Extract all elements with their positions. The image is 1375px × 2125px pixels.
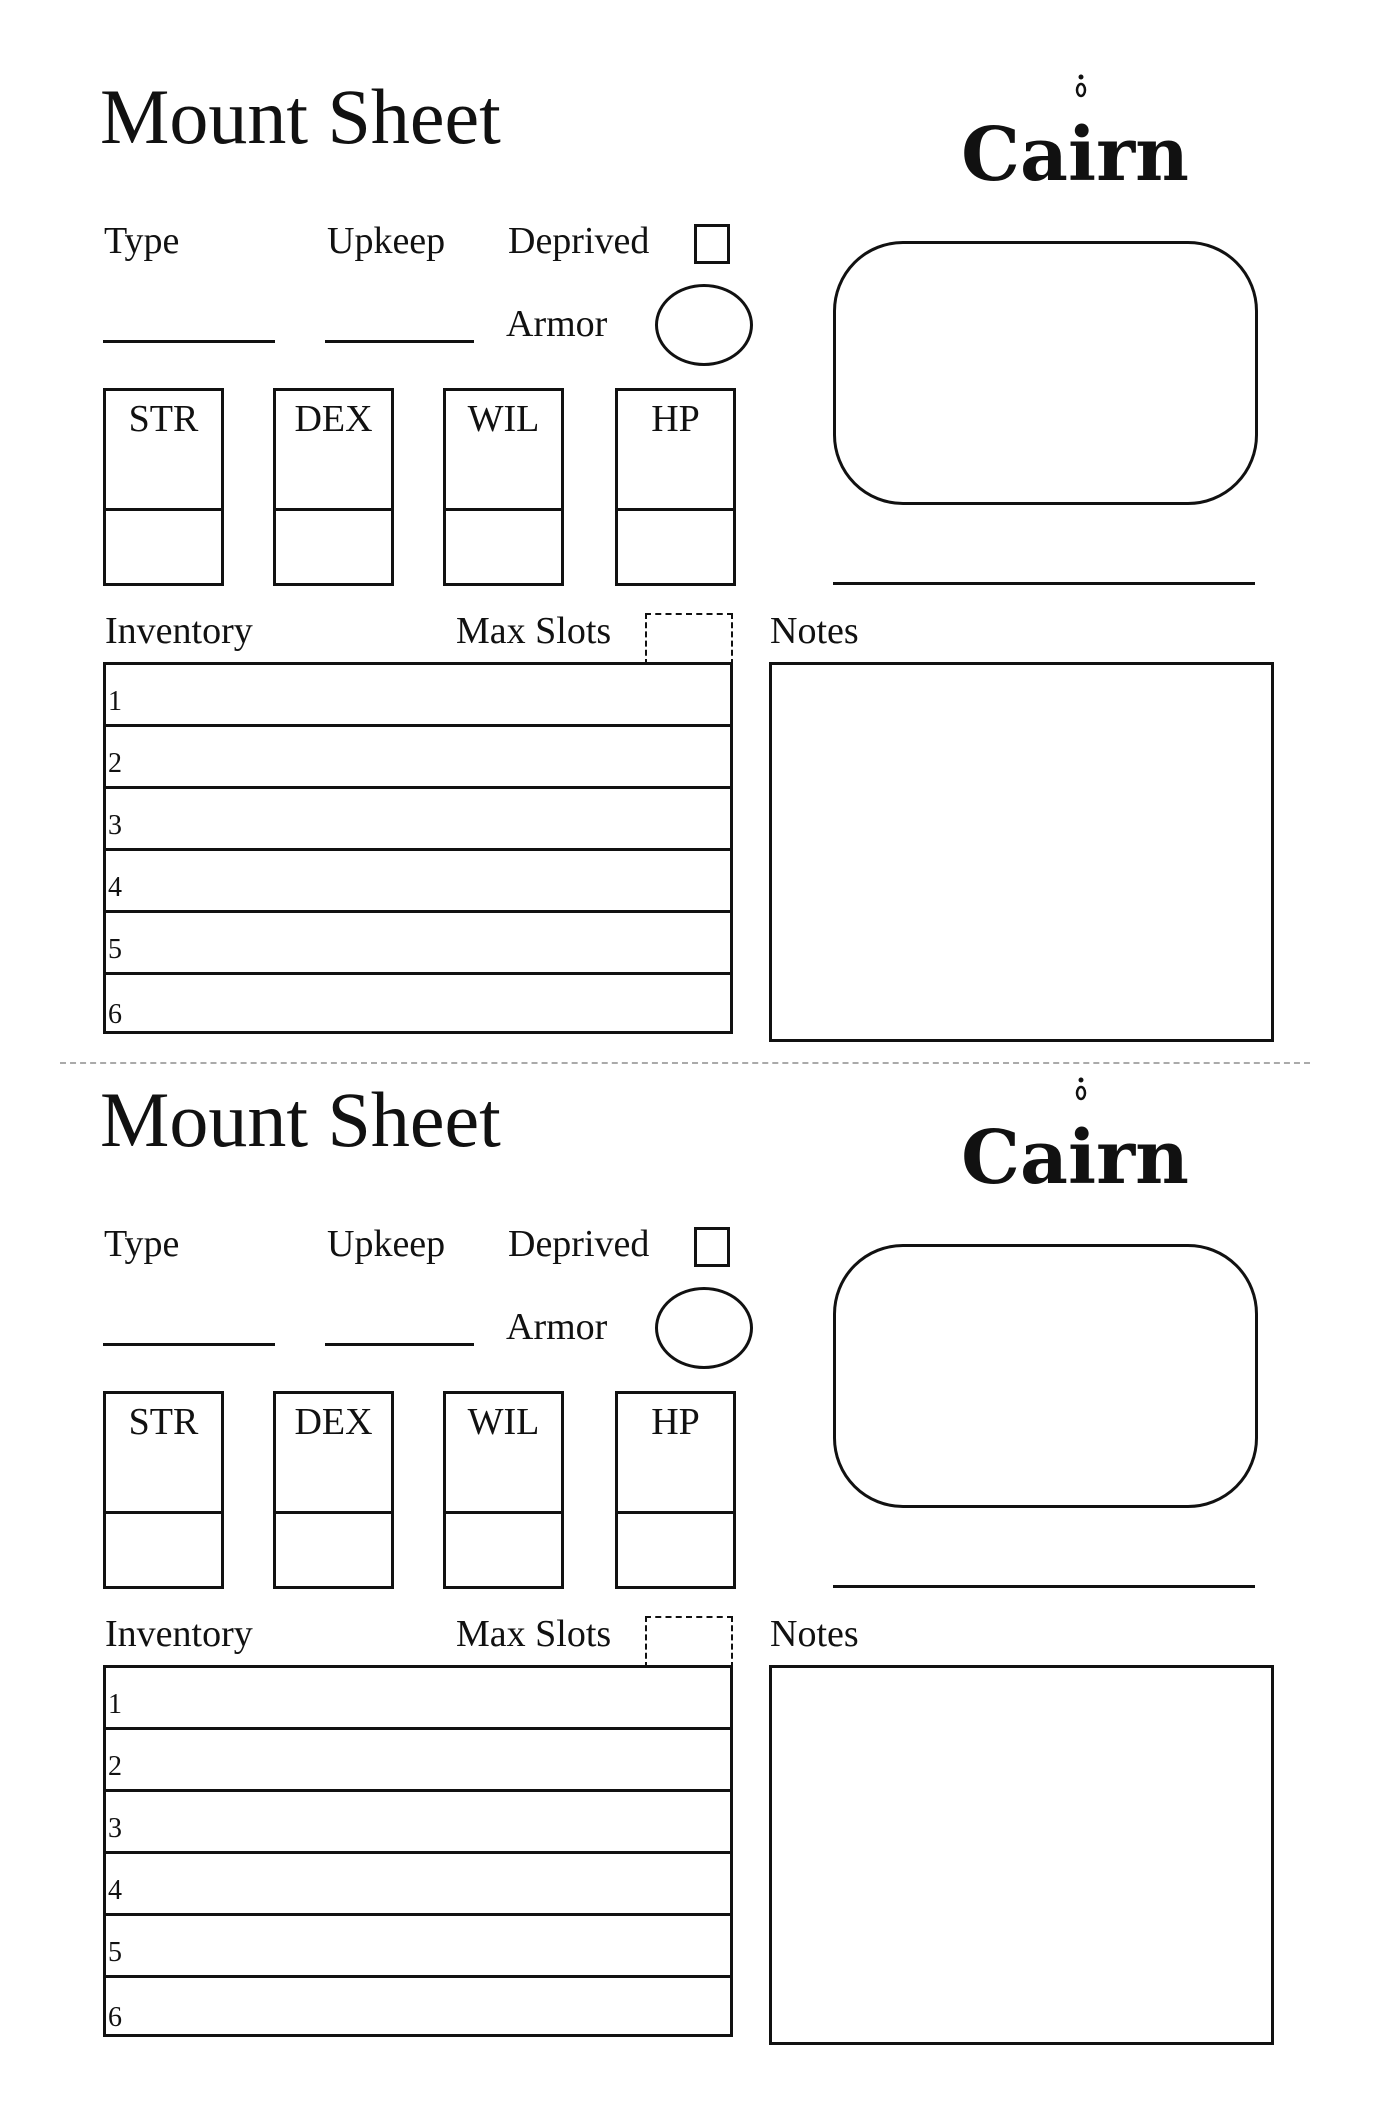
inventory-slot[interactable] <box>106 851 730 913</box>
inventory-slot[interactable] <box>106 913 730 975</box>
inventory-slot[interactable] <box>106 1668 730 1730</box>
inventory-slot[interactable] <box>106 665 730 727</box>
stat-box-dex[interactable] <box>273 1391 394 1589</box>
notes-label: Notes <box>770 1613 859 1655</box>
stat-label: WIL <box>467 398 540 440</box>
inventory-slot[interactable] <box>106 1978 730 2040</box>
stat-box-dex[interactable] <box>273 388 394 586</box>
type-field[interactable] <box>103 1343 275 1346</box>
stat-box-hp[interactable] <box>615 388 736 586</box>
type-label: Type <box>104 1223 180 1265</box>
slot-number: 3 <box>108 810 122 841</box>
upkeep-field[interactable] <box>325 1343 474 1346</box>
slot-number: 1 <box>108 686 122 717</box>
stat-label: WIL <box>467 1401 540 1443</box>
portrait-caption-field[interactable] <box>833 1585 1255 1588</box>
stat-divider <box>446 508 561 511</box>
stat-label: HP <box>651 398 700 440</box>
stat-label: STR <box>128 1401 199 1443</box>
svg-text:Cairn: Cairn <box>961 1115 1189 1201</box>
max-slots-field[interactable] <box>645 1616 733 1668</box>
inventory-table <box>103 662 733 1034</box>
portrait-frame[interactable] <box>833 241 1258 505</box>
inventory-label: Inventory <box>105 1613 253 1655</box>
notes-field[interactable] <box>769 1665 1274 2045</box>
stat-box-wil[interactable] <box>443 388 564 586</box>
svg-text:Cairn: Cairn <box>961 112 1189 198</box>
deprived-label: Deprived <box>508 220 650 262</box>
inventory-slot[interactable] <box>106 789 730 851</box>
cairn-logo <box>961 1075 1189 1201</box>
slot-number: 5 <box>108 934 122 965</box>
slot-number: 2 <box>108 748 122 779</box>
portrait-caption-field[interactable] <box>833 582 1255 585</box>
inventory-slot[interactable] <box>106 1792 730 1854</box>
inventory-slot[interactable] <box>106 1730 730 1792</box>
upkeep-field[interactable] <box>325 340 474 343</box>
stat-box-str[interactable] <box>103 1391 224 1589</box>
slot-number: 4 <box>108 1875 122 1906</box>
stat-box-wil[interactable] <box>443 1391 564 1589</box>
stat-divider <box>276 1511 391 1514</box>
slot-number: 4 <box>108 872 122 903</box>
upkeep-label: Upkeep <box>327 1223 446 1265</box>
notes-field[interactable] <box>769 662 1274 1042</box>
portrait-frame[interactable] <box>833 1244 1258 1508</box>
sheet-title: Mount Sheet <box>100 73 501 160</box>
armor-field[interactable] <box>655 1287 753 1369</box>
stat-label: DEX <box>294 398 373 440</box>
max-slots-label: Max Slots <box>456 610 612 652</box>
mount-sheet-1 <box>0 0 1375 1030</box>
deprived-checkbox[interactable] <box>694 224 730 264</box>
cairn-logo <box>961 72 1189 198</box>
inventory-slot[interactable] <box>106 1854 730 1916</box>
slot-number: 2 <box>108 1751 122 1782</box>
sheet-title: Mount Sheet <box>100 1076 501 1163</box>
armor-label: Armor <box>506 303 608 345</box>
slot-number: 1 <box>108 1689 122 1720</box>
type-field[interactable] <box>103 340 275 343</box>
max-slots-label: Max Slots <box>456 1613 612 1655</box>
stat-divider <box>106 1511 221 1514</box>
stat-divider <box>618 1511 733 1514</box>
type-label: Type <box>104 220 180 262</box>
stat-box-hp[interactable] <box>615 1391 736 1589</box>
inventory-table <box>103 1665 733 2037</box>
slot-number: 6 <box>108 2002 122 2033</box>
stat-box-str[interactable] <box>103 388 224 586</box>
notes-label: Notes <box>770 610 859 652</box>
stat-label: DEX <box>294 1401 373 1443</box>
slot-number: 3 <box>108 1813 122 1844</box>
upkeep-label: Upkeep <box>327 220 446 262</box>
stat-label: HP <box>651 1401 700 1443</box>
armor-label: Armor <box>506 1306 608 1348</box>
inventory-slot[interactable] <box>106 1916 730 1978</box>
mount-sheet-2 <box>0 1003 1375 2033</box>
slot-number: 5 <box>108 1937 122 1968</box>
deprived-checkbox[interactable] <box>694 1227 730 1267</box>
max-slots-field[interactable] <box>645 613 733 665</box>
slot-number: 6 <box>108 999 122 1030</box>
inventory-label: Inventory <box>105 610 253 652</box>
stat-divider <box>106 508 221 511</box>
stat-divider <box>446 1511 561 1514</box>
stat-label: STR <box>128 398 199 440</box>
inventory-slot[interactable] <box>106 727 730 789</box>
deprived-label: Deprived <box>508 1223 650 1265</box>
armor-field[interactable] <box>655 284 753 366</box>
stat-divider <box>618 508 733 511</box>
stat-divider <box>276 508 391 511</box>
